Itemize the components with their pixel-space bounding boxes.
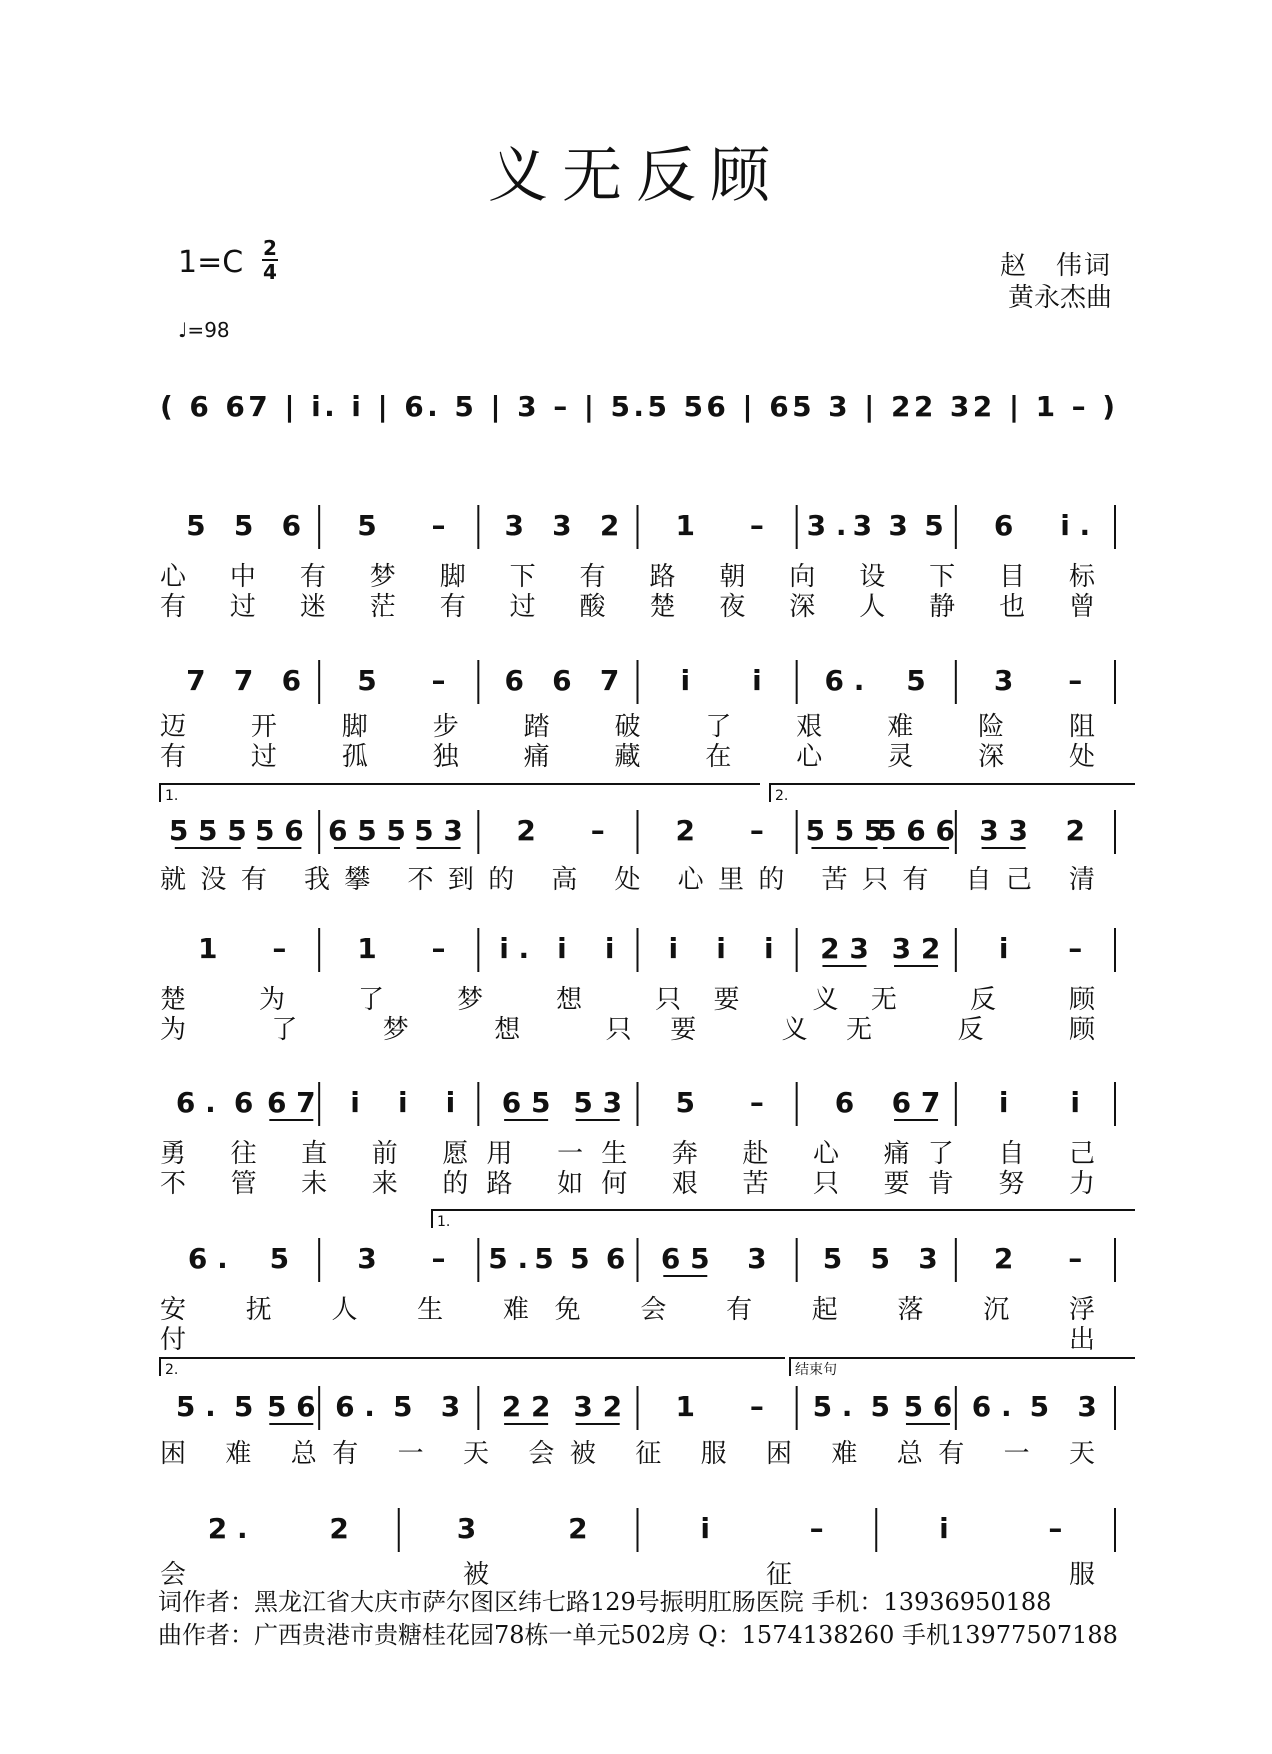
chorus_line4-note: 5 6 <box>266 1390 316 1423</box>
ending_line-note: i <box>700 1512 710 1545</box>
verse_line3-note: 6 5 5 <box>327 814 406 847</box>
verse_line1-note: 6 <box>281 509 302 542</box>
volta-second-b <box>160 1358 785 1376</box>
verse_line3-note: 2 <box>1065 814 1085 847</box>
verse_line2-note: 7 <box>599 664 620 697</box>
chorus_line4-note: 6 . <box>971 1390 1012 1423</box>
chorus_line2-note: 6 5 <box>501 1086 551 1119</box>
chorus_line1-note: i <box>604 932 615 965</box>
chorus_line4-note: 5 . <box>175 1390 216 1423</box>
verse_line2-note: i <box>680 664 691 697</box>
time-signature-top: 2 <box>263 236 277 260</box>
verse_line1-note: 1 <box>675 509 696 542</box>
chorus_line3-note: 2 <box>993 1242 1014 1275</box>
verse_line1-lyric: 有 过 迷 茫 有 过 酸 楚 夜 深 人 静 也 曾 <box>160 592 1095 622</box>
ending_line-note: 2 . <box>207 1512 248 1545</box>
verse_line2-note: – <box>1068 664 1083 697</box>
volta-first-b-label: 1. <box>437 1214 451 1230</box>
song-title: 义无反顾 <box>488 141 784 211</box>
verse_line3-note: 5 6 6 <box>877 814 956 847</box>
verse_line2-note: 3 <box>993 664 1014 697</box>
chorus_line1-note: – <box>272 932 287 965</box>
chorus_line3-note: 5 <box>269 1242 290 1275</box>
verse_line3-note: – <box>590 814 605 847</box>
chorus_line2-note: 6 . <box>175 1086 216 1119</box>
chorus_line2-note: i <box>1070 1086 1081 1119</box>
chorus_line4-note: 2 2 <box>501 1390 551 1423</box>
verse_line2-note: 7 <box>186 664 206 697</box>
chorus_line2-note: 5 <box>675 1086 696 1119</box>
verse_line2-note: 5 <box>906 664 926 697</box>
ending_line-note: 3 <box>456 1512 477 1545</box>
verse_line2-note: 5 <box>357 664 377 697</box>
chorus_line1-note: i <box>668 932 679 965</box>
verse_line1-note: 5 <box>357 509 377 542</box>
verse_line1-lyric: 心 中 有 梦 脚 下 有 路 朝 向 设 下 目 标 <box>160 562 1095 592</box>
chorus_line2-note: i <box>350 1086 360 1119</box>
chorus_line1-note: 1 <box>198 932 218 965</box>
chorus_line4-note: 5 <box>1029 1390 1050 1423</box>
verse_line2-lyric: 有 过 孤 独 痛 藏 在 心 灵 深 处 <box>160 742 1095 772</box>
chorus_line4-note: 5 . <box>812 1390 853 1423</box>
verse_line1-note: 5 <box>186 509 206 542</box>
verse_line2-note: – <box>431 664 446 697</box>
chorus_line4-note: 5 <box>233 1390 254 1423</box>
verse_line2-note: i <box>752 664 762 697</box>
chorus_line3-note: 5 <box>822 1242 843 1275</box>
verse_line1-note: 3 <box>888 509 908 542</box>
chorus_line4-note: 3 <box>440 1390 461 1423</box>
chorus_line4-note: 5 6 <box>903 1390 953 1423</box>
verse_line3-note: 5 5 5 <box>805 814 884 847</box>
composer-credit: 黄永杰曲 <box>1007 283 1112 313</box>
verse_line1-note: 6 <box>993 509 1014 542</box>
chorus_line3-note: 3 <box>747 1242 767 1275</box>
verse_line3-note: – <box>749 814 764 847</box>
tempo-marking: ♩=98 <box>178 318 230 342</box>
chorus_line2-note: i <box>445 1086 456 1119</box>
verse_line1-note: – <box>749 509 764 542</box>
verse_line1-note: 5 <box>924 509 944 542</box>
chorus_line3-note: 6 5 <box>660 1242 710 1275</box>
verse_line2-note: 7 <box>233 664 254 697</box>
chorus_line3-note: 6 <box>605 1242 626 1275</box>
chorus_line4-note: 3 2 <box>573 1390 623 1423</box>
chorus_line1-note: i <box>998 932 1009 965</box>
ending_line-note: 2 <box>329 1512 349 1545</box>
verse_line1-note: 5 <box>233 509 254 542</box>
chorus_line1-lyric: 为 了 梦 想 只要 义无 反 顾 <box>160 1015 1095 1045</box>
chorus_line1-note: 1 <box>357 932 377 965</box>
chorus_line3-lyric: 付 出 <box>160 1325 1095 1355</box>
chorus_line3-note: 6 . <box>187 1242 228 1275</box>
chorus_line1-note: – <box>1068 932 1083 965</box>
chorus_line4-note: 1 <box>675 1390 696 1423</box>
chorus_line2-note: – <box>749 1086 764 1119</box>
chorus_line1-note: i <box>557 932 567 965</box>
verse_line1-note: 2 <box>599 509 620 542</box>
chorus_line4-note: 3 <box>1077 1390 1097 1423</box>
key-signature: 1=C <box>178 245 244 280</box>
verse_line1-note: 3 <box>552 509 572 542</box>
volta-ending-label: 结束句 <box>795 1362 837 1378</box>
verse_line3-note: 2 <box>675 814 696 847</box>
volta-first <box>160 784 760 802</box>
chorus_line2-note: 5 3 <box>573 1086 623 1119</box>
chorus_line2-note: i <box>397 1086 408 1119</box>
chorus_line4-note: – <box>749 1390 764 1423</box>
volta-ending <box>790 1358 1135 1376</box>
verse_line1-note: 3 . <box>806 509 847 542</box>
verse_line1-note: i . <box>1060 509 1091 542</box>
chorus_line2-note: 6 7 <box>266 1086 316 1119</box>
volta-second-b-label: 2. <box>165 1362 179 1378</box>
chorus_line4-lyric: 困 难 总有 一 天 会被 征 服 困 难 总有 一 天 <box>160 1439 1095 1469</box>
chorus_line2-note: 6 <box>233 1086 254 1119</box>
chorus_line1-note: i <box>764 932 774 965</box>
verse_line2-note: 6 <box>552 664 572 697</box>
verse_line3-note: 2 <box>516 814 536 847</box>
chorus_line4-note: 6 . <box>335 1390 375 1423</box>
verse_line3-note: 3 3 <box>979 814 1028 847</box>
lyricist-credit: 赵 伟词 <box>999 251 1112 281</box>
chorus_line3-note: 3 <box>357 1242 377 1275</box>
verse_line1-note: – <box>431 509 446 542</box>
ending_line-note: – <box>1048 1512 1063 1545</box>
chorus_line2-note: 6 <box>834 1086 855 1119</box>
chorus_line2-lyric: 勇 往 直 前 愿用 一生 奔 赴 心 痛了 自 己 <box>160 1139 1095 1169</box>
chorus_line3-lyric: 安 抚 人 生 难免 会 有 起 落 沉 浮 <box>160 1295 1096 1325</box>
verse_line2-lyric: 迈 开 脚 步 踏 破 了 艰 难 险 阻 <box>160 712 1095 742</box>
chorus_line3-note: 5 . <box>488 1242 529 1275</box>
ending_line-note: i <box>939 1512 949 1545</box>
chorus_line1-note: 2 3 <box>820 932 869 965</box>
volta-first-label: 1. <box>165 788 179 804</box>
ending_line-lyric: 会 被 征 服 <box>160 1560 1095 1590</box>
chorus_line4-note: 5 <box>393 1390 413 1423</box>
verse_line3-lyric: 就没有 我攀 不到的 高 处 心里的 苦只有 自己 清 <box>160 865 1095 895</box>
verse_line3-note: 5 6 <box>255 814 304 847</box>
verse_line2-note: 6 . <box>824 664 865 697</box>
volta-first-b <box>432 1210 1135 1228</box>
composer-contact: 曲作者：广西贵港市贵糖桂花园78栋一单元502房 Q：1574138260 手机13977507188 <box>158 1621 1118 1649</box>
ending_line-note: 2 <box>568 1512 588 1545</box>
verse_line1-note: 3 <box>504 509 524 542</box>
volta-second <box>770 784 1135 802</box>
chorus_line1-lyric: 楚 为 了 梦 想 只要 义无 反 顾 <box>160 985 1095 1015</box>
lyricist-contact: 词作者：黑龙江省大庆市萨尔图区纬七路129号振明肛肠医院 手机：13936950188 <box>158 1588 1052 1616</box>
chorus_line2-lyric: 不 管 未 来 的路 如何 艰 苦 只 要肯 努 力 <box>160 1169 1095 1199</box>
chorus_line3-note: 5 <box>570 1242 590 1275</box>
chorus_line1-note: – <box>431 932 446 965</box>
chorus_line4-note: 5 <box>870 1390 890 1423</box>
chorus_line1-note: 3 2 <box>891 932 941 965</box>
chorus_line2-note: 6 7 <box>891 1086 941 1119</box>
verse_line3-note: 5 5 5 <box>168 814 247 847</box>
chorus_line1-note: i . <box>499 932 530 965</box>
chorus_line3-note: 3 <box>918 1242 938 1275</box>
verse_line2-note: 6 <box>504 664 524 697</box>
verse_line3-note: 5 3 <box>414 814 463 847</box>
intro-notes: ( 6 67 | i. i | 6. 5 | 3 – | 5.5 56 | 65 3 | 22 32 | 1 – ) <box>160 390 1116 423</box>
time-signature-bottom: 4 <box>263 260 277 284</box>
chorus_line3-note: 5 <box>870 1242 890 1275</box>
chorus_line3-note: 5 <box>534 1242 554 1275</box>
volta-second-label: 2. <box>775 788 789 804</box>
verse_line2-note: 6 <box>281 664 302 697</box>
chorus_line3-note: – <box>431 1242 446 1275</box>
chorus_line1-note: i <box>716 932 726 965</box>
verse_line1-note: 3 <box>852 509 873 542</box>
chorus_line3-note: – <box>1068 1242 1083 1275</box>
chorus_line2-note: i <box>998 1086 1009 1119</box>
ending_line-note: – <box>809 1512 824 1545</box>
